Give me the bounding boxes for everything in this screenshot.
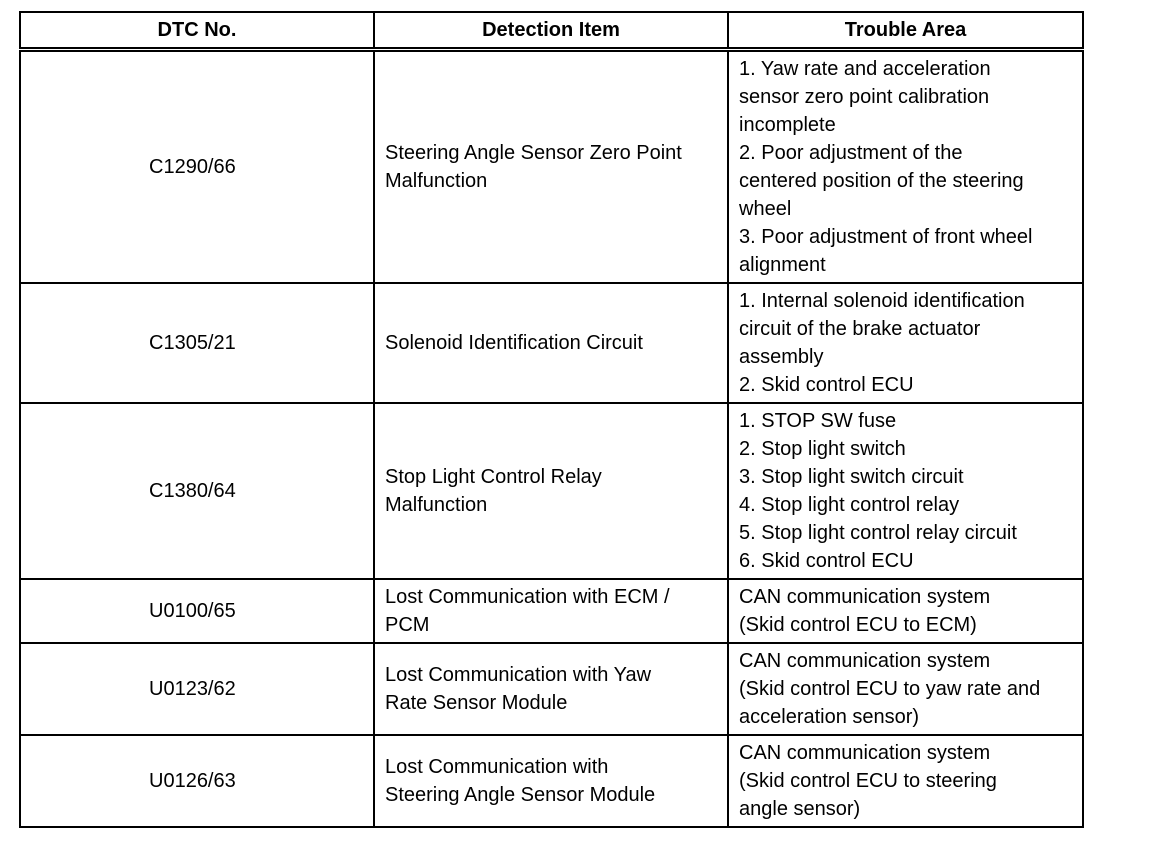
trouble-area-cell	[728, 735, 1083, 827]
dtc-code-cell: C1380/64	[20, 403, 374, 579]
trouble-area-line: 2. Skid control ECU	[739, 374, 914, 396]
table-row	[20, 735, 1083, 827]
dtc-code-cell: U0123/62	[20, 643, 374, 735]
detection-item-cell	[374, 643, 728, 735]
dtc-code-cell: C1305/21	[20, 283, 374, 403]
table-row	[20, 643, 1083, 735]
trouble-area-line: assembly	[739, 346, 824, 368]
trouble-area-cell	[728, 403, 1083, 579]
trouble-area-line: 1. Internal solenoid identification	[739, 290, 1025, 312]
detection-item-cell	[374, 579, 728, 643]
trouble-area-line: CAN communication system	[739, 650, 991, 672]
trouble-area-line: 2. Stop light switch	[739, 438, 906, 460]
detection-item-line: PCM	[385, 614, 430, 636]
trouble-area-line: 1. Yaw rate and acceleration	[739, 58, 991, 80]
detection-item-line: Malfunction	[385, 170, 488, 192]
trouble-area-line: angle sensor)	[739, 798, 861, 820]
trouble-area-line: 3. Stop light switch circuit	[739, 466, 964, 488]
trouble-area-line: (Skid control ECU to yaw rate and	[739, 678, 1041, 700]
trouble-area-line: 6. Skid control ECU	[739, 550, 914, 572]
table-row	[20, 50, 1083, 284]
detection-item-line: Lost Communication with	[385, 756, 609, 778]
table-row	[20, 283, 1083, 403]
detection-item-line: Malfunction	[385, 494, 488, 516]
trouble-area-line: circuit of the brake actuator	[739, 318, 981, 340]
trouble-area-line: acceleration sensor)	[739, 706, 920, 728]
dtc-table	[19, 11, 1084, 828]
trouble-area-cell	[728, 50, 1083, 284]
detection-item-line: Rate Sensor Module	[385, 692, 568, 714]
trouble-area-line: sensor zero point calibration	[739, 86, 990, 108]
trouble-area-line: 2. Poor adjustment of the	[739, 142, 963, 164]
detection-item-line: Steering Angle Sensor Zero Point	[385, 142, 682, 164]
trouble-area-line: CAN communication system	[739, 742, 991, 764]
header-row	[20, 12, 1083, 50]
detection-item-cell	[374, 403, 728, 579]
trouble-area-line: 1. STOP SW fuse	[739, 410, 897, 432]
detection-item-line: Steering Angle Sensor Module	[385, 784, 656, 806]
trouble-area-line: incomplete	[739, 114, 836, 136]
trouble-area-line: 4. Stop light control relay	[739, 494, 960, 516]
detection-item-line: Solenoid Identification Circuit	[385, 332, 643, 354]
trouble-area-line: (Skid control ECU to steering	[739, 770, 997, 792]
detection-item-cell	[374, 283, 728, 403]
trouble-area-line: 3. Poor adjustment of front wheel	[739, 226, 1033, 248]
trouble-area-cell	[728, 283, 1083, 403]
detection-item-line: Lost Communication with ECM /	[385, 586, 670, 608]
header-dtc-no: DTC No.	[20, 12, 374, 50]
header-trouble-area: Trouble Area	[728, 12, 1083, 50]
table-row	[20, 579, 1083, 643]
detection-item-cell	[374, 735, 728, 827]
table-body	[20, 50, 1083, 828]
dtc-code-cell: U0126/63	[20, 735, 374, 827]
table-row	[20, 403, 1083, 579]
detection-item-line: Lost Communication with Yaw	[385, 664, 652, 686]
dtc-code-cell: C1290/66	[20, 50, 374, 284]
trouble-area-line: wheel	[739, 198, 792, 220]
dtc-code-cell: U0100/65	[20, 579, 374, 643]
detection-item-cell	[374, 50, 728, 284]
trouble-area-line: (Skid control ECU to ECM)	[739, 614, 977, 636]
trouble-area-line: centered position of the steering	[739, 170, 1024, 192]
trouble-area-cell	[728, 643, 1083, 735]
header-detection-item: Detection Item	[374, 12, 728, 50]
trouble-area-line: alignment	[739, 254, 826, 276]
trouble-area-line: CAN communication system	[739, 586, 991, 608]
trouble-area-cell	[728, 579, 1083, 643]
detection-item-line: Stop Light Control Relay	[385, 466, 602, 488]
trouble-area-line: 5. Stop light control relay circuit	[739, 522, 1017, 544]
